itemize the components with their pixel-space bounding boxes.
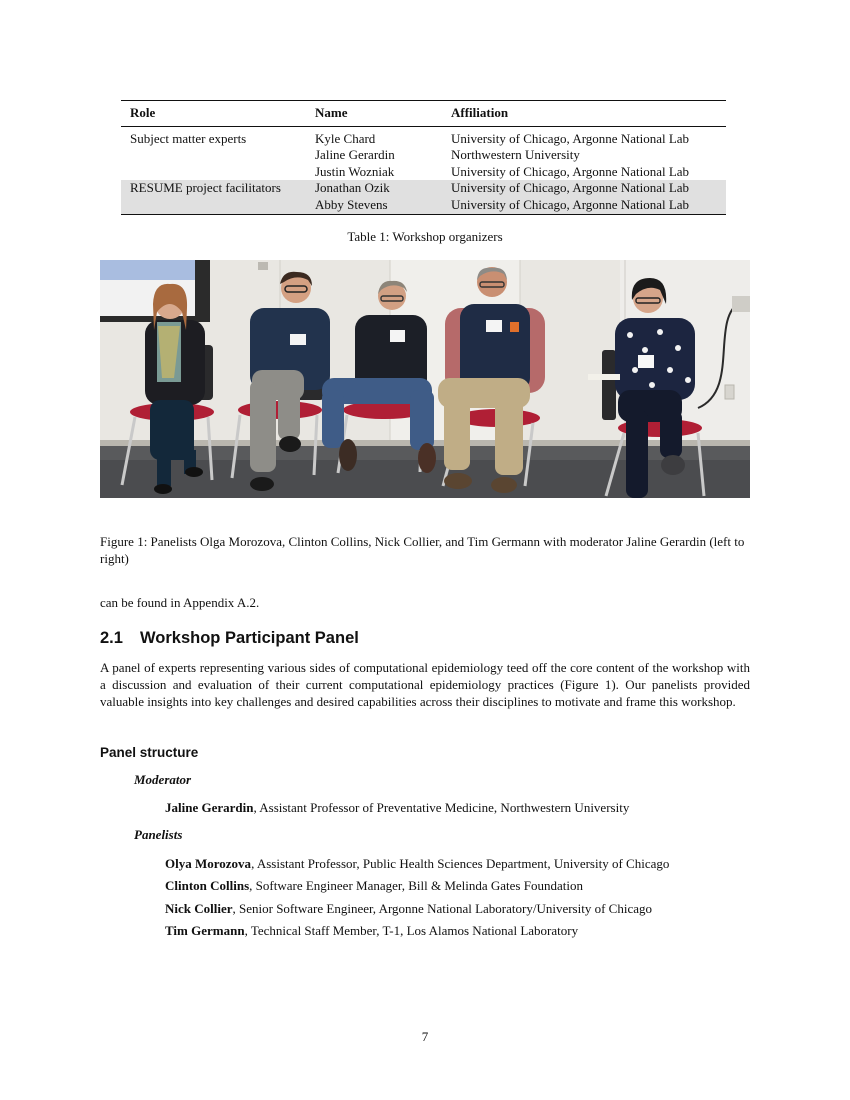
- name-cell: [306, 126, 442, 180]
- organizers-table: [121, 100, 726, 215]
- table-row: [121, 180, 726, 215]
- person-description: , Assistant Professor of Preventative Medicine, Northwestern University: [253, 800, 630, 815]
- person-name: Nick Collier: [165, 901, 233, 916]
- person-name: Jaline Gerardin: [165, 800, 254, 815]
- header-name: Name: [306, 101, 442, 127]
- person-description: , Technical Staff Member, T-1, Los Alamos National Laboratory: [244, 923, 579, 938]
- header-affiliation: Affiliation: [442, 101, 726, 127]
- panelists-label: Panelists: [134, 827, 183, 842]
- panel-structure-heading: Panel structure: [100, 745, 199, 760]
- panel-photo: [100, 260, 750, 498]
- name-kyle-chard: Kyle Chard: [315, 130, 376, 146]
- affiliation-2: Northwestern University: [451, 147, 580, 162]
- person-description: , Assistant Professor, Public Health Sciences Department, University of Chicago: [251, 856, 670, 871]
- role-cell: RESUME project facilitators: [121, 180, 306, 215]
- section-heading: [100, 629, 359, 648]
- figure-caption: Figure 1: Panelists Olga Morozova, Clinton Collins, Nick Collier, and Tim Germann with moderator Jaline Gerardin (left to right): [100, 534, 745, 566]
- panelist-entry: [165, 922, 578, 939]
- person-name: Olya Morozova: [165, 856, 252, 871]
- name-jonathan-ozik: Jonathan Ozik: [315, 180, 390, 195]
- affiliation-cell: [442, 180, 726, 215]
- continuation-text: can be found in Appendix A.2.: [100, 595, 260, 610]
- person-name: Tim Germann: [165, 923, 245, 938]
- header-role: Role: [121, 101, 306, 127]
- affiliation-1: University of Chicago, Argonne National Lab: [451, 130, 690, 146]
- section-paragraph: A panel of experts representing various sides of computational epidemiology teed off the core content of the workshop with a discussion and evaluation of their current computational epidemiology practices (Figure 1). Our panelists provided valuable insights into key challenges and desired capabilities across their disciplines to motivate and frame this workshop.: [100, 660, 750, 709]
- person-description: , Software Engineer Manager, Bill & Melinda Gates Foundation: [249, 878, 583, 893]
- panelist-entry: [165, 900, 652, 917]
- panelist-entry: [165, 877, 583, 894]
- affiliation-cell: [442, 126, 726, 180]
- name-cell: [306, 180, 442, 215]
- affiliation-3: University of Chicago, Argonne National Lab: [451, 163, 690, 179]
- affiliation-4: University of Chicago, Argonne National Lab: [451, 180, 690, 195]
- affiliation-5: University of Chicago, Argonne National Lab: [451, 196, 690, 212]
- section-number: 2.1: [100, 629, 123, 647]
- person-description: , Senior Software Engineer, Argonne National Laboratory/University of Chicago: [232, 901, 652, 916]
- person-name: Clinton Collins: [165, 878, 250, 893]
- page-number: 7: [421, 1029, 429, 1044]
- table-caption: Table 1: Workshop organizers: [347, 229, 503, 244]
- role-cell: Subject matter experts: [130, 130, 247, 146]
- name-abby-stevens: Abby Stevens: [315, 196, 388, 212]
- table-row: [121, 126, 726, 180]
- moderator-label: Moderator: [134, 772, 192, 787]
- name-justin-wozniak: Justin Wozniak: [315, 163, 395, 179]
- moderator-entry: [165, 799, 629, 816]
- panelist-entry: [165, 855, 669, 872]
- table-header-row: [121, 101, 726, 127]
- section-title: Workshop Participant Panel: [140, 629, 359, 647]
- name-jaline-gerardin: Jaline Gerardin: [315, 147, 395, 162]
